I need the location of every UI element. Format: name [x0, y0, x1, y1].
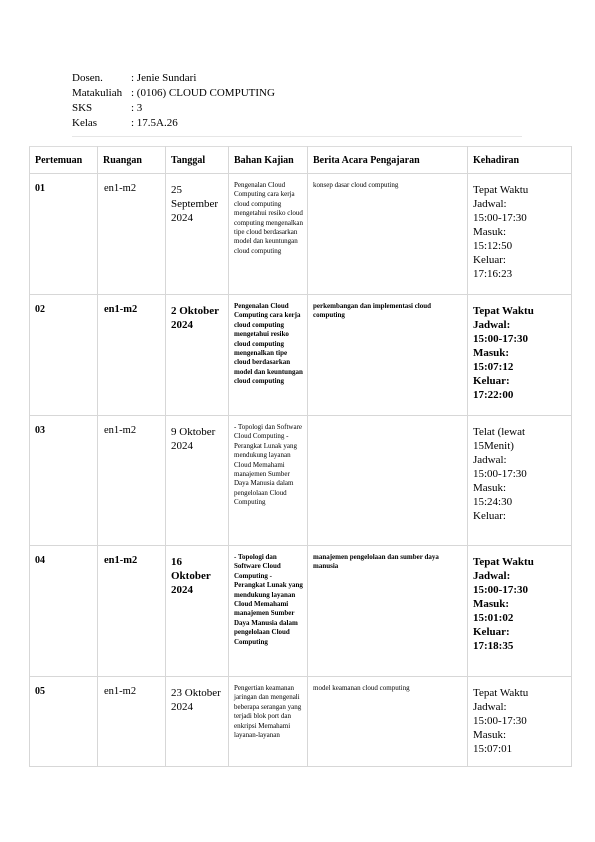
kehadiran-line: 15:00-17:30	[473, 212, 527, 224]
cell-berita-acara: perkembangan dan implementasi cloud computing	[308, 295, 468, 416]
kehadiran-line: Masuk:	[473, 482, 506, 494]
cell-bahan-kajian: - Topologi dan Software Cloud Computing - Perangkat Lunak yang mendukung layanan Cloud Memahami manajemen Sumber Daya Manusia dalam pengelolaan Cloud Computing	[229, 546, 308, 677]
kelas-row	[72, 116, 275, 131]
sks-row	[72, 101, 275, 116]
cell-pertemuan: 02	[30, 295, 98, 416]
cell-tanggal: 25 September 2024	[166, 174, 229, 295]
cell-tanggal: 9 Oktober 2024	[166, 416, 229, 546]
kehadiran-line: 15:07:12	[473, 361, 514, 373]
cell-kehadiran	[468, 677, 572, 767]
matakuliah-value: : (0106) CLOUD COMPUTING	[131, 87, 275, 99]
dosen-row	[72, 71, 275, 86]
cell-pertemuan: 04	[30, 546, 98, 677]
dosen-value: : Jenie Sundari	[131, 72, 197, 84]
cell-tanggal: 23 Oktober 2024	[166, 677, 229, 767]
kehadiran-line: Jadwal:	[473, 198, 507, 210]
kehadiran-line: Tepat Waktu	[473, 556, 534, 568]
kehadiran-line: 15:12:50	[473, 240, 513, 252]
header-divider	[72, 136, 522, 137]
cell-kehadiran	[468, 174, 572, 295]
kehadiran-line: 15Menit)	[473, 440, 514, 452]
cell-bahan-kajian: Pengertian keamanan jaringan dan mengenali beberapa serangan yang terjadi blok port dan enkripsi Memahami layanan-layanan	[229, 677, 308, 767]
kehadiran-line: Jadwal:	[473, 319, 511, 331]
kehadiran-line: Keluar:	[473, 626, 510, 638]
cell-berita-acara: model keamanan cloud computing	[308, 677, 468, 767]
cell-berita-acara	[308, 416, 468, 546]
kehadiran-line: 15:00-17:30	[473, 584, 528, 596]
kehadiran-line: Tepat Waktu	[473, 687, 529, 699]
kehadiran-line: Masuk:	[473, 226, 506, 238]
cell-bahan-kajian: Pengenalan Cloud Computing cara kerja cloud computing mengetahui resiko cloud computing mengenalkan tipe cloud berdasarkan model dan keuntungan cloud computing	[229, 295, 308, 416]
table-row	[30, 295, 572, 416]
table-row	[30, 416, 572, 546]
cell-kehadiran	[468, 295, 572, 416]
col-header-pertemuan: Pertemuan	[30, 147, 98, 174]
kehadiran-line: 15:00-17:30	[473, 333, 528, 345]
cell-pertemuan: 03	[30, 416, 98, 546]
kehadiran-line: Masuk:	[473, 347, 510, 359]
col-header-tanggal: Tanggal	[166, 147, 229, 174]
cell-tanggal: 2 Oktober 2024	[166, 295, 229, 416]
dosen-label: Dosen.	[72, 72, 103, 84]
cell-tanggal: 16 Oktober 2024	[166, 546, 229, 677]
kehadiran-line: 15:07:01	[473, 743, 513, 755]
cell-ruangan: en1-m2	[98, 295, 166, 416]
table-row	[30, 677, 572, 767]
col-header-bahan-kajian: Bahan Kajian	[229, 147, 308, 174]
col-header-kehadiran: Kehadiran	[468, 147, 572, 174]
cell-berita-acara: manajemen pengelolaan dan sumber daya manusia	[308, 546, 468, 677]
kehadiran-line: 15:01:02	[473, 612, 514, 624]
cell-pertemuan: 05	[30, 677, 98, 767]
kehadiran-line: Tepat Waktu	[473, 184, 529, 196]
kehadiran-line: 17:16:23	[473, 268, 513, 280]
cell-kehadiran	[468, 546, 572, 677]
kelas-label: Kelas	[72, 117, 98, 129]
col-header-berita-acara: Berita Acara Pengajaran	[308, 147, 468, 174]
cell-bahan-kajian: - Topologi dan Software Cloud Computing - Perangkat Lunak yang mendukung layanan Cloud Memahami manajemen Sumber Daya Manusia dalam pengelolaan Cloud Computing	[229, 416, 308, 546]
cell-kehadiran	[468, 416, 572, 546]
kehadiran-line: 17:22:00	[473, 389, 514, 401]
cell-ruangan: en1-m2	[98, 416, 166, 546]
kehadiran-line: Keluar:	[473, 254, 506, 266]
cell-ruangan: en1-m2	[98, 546, 166, 677]
kehadiran-line: 15:24:30	[473, 496, 513, 508]
kehadiran-line: Jadwal:	[473, 570, 511, 582]
kehadiran-line: 15:00-17:30	[473, 715, 527, 727]
col-header-ruangan: Ruangan	[98, 147, 166, 174]
sks-label: SKS	[72, 102, 93, 114]
kehadiran-line: Tepat Waktu	[473, 305, 534, 317]
cell-pertemuan: 01	[30, 174, 98, 295]
cell-bahan-kajian: Pengenalan Cloud Computing cara kerja cloud computing mengetahui resiko cloud computing mengenalkan tipe cloud berdasarkan model dan keuntungan cloud computing	[229, 174, 308, 295]
kelas-value: : 17.5A.26	[131, 117, 178, 129]
kehadiran-line: 15:00-17:30	[473, 468, 527, 480]
kehadiran-line: Keluar:	[473, 375, 510, 387]
sks-value: : 3	[131, 102, 143, 114]
table-header-row	[30, 147, 572, 174]
kehadiran-line: Masuk:	[473, 598, 510, 610]
kehadiran-line: 17:18:35	[473, 640, 514, 652]
attendance-table	[29, 146, 572, 767]
table-row	[30, 546, 572, 677]
matakuliah-label: Matakuliah	[72, 87, 123, 99]
kehadiran-line: Jadwal:	[473, 701, 507, 713]
cell-ruangan: en1-m2	[98, 677, 166, 767]
kehadiran-line: Telat (lewat	[473, 426, 526, 438]
course-info	[72, 71, 275, 131]
table-row	[30, 174, 572, 295]
cell-berita-acara: konsep dasar cloud computing	[308, 174, 468, 295]
kehadiran-line: Jadwal:	[473, 454, 507, 466]
cell-ruangan: en1-m2	[98, 174, 166, 295]
kehadiran-line: Masuk:	[473, 729, 506, 741]
kehadiran-line: Keluar:	[473, 510, 506, 522]
matakuliah-row	[72, 86, 275, 101]
